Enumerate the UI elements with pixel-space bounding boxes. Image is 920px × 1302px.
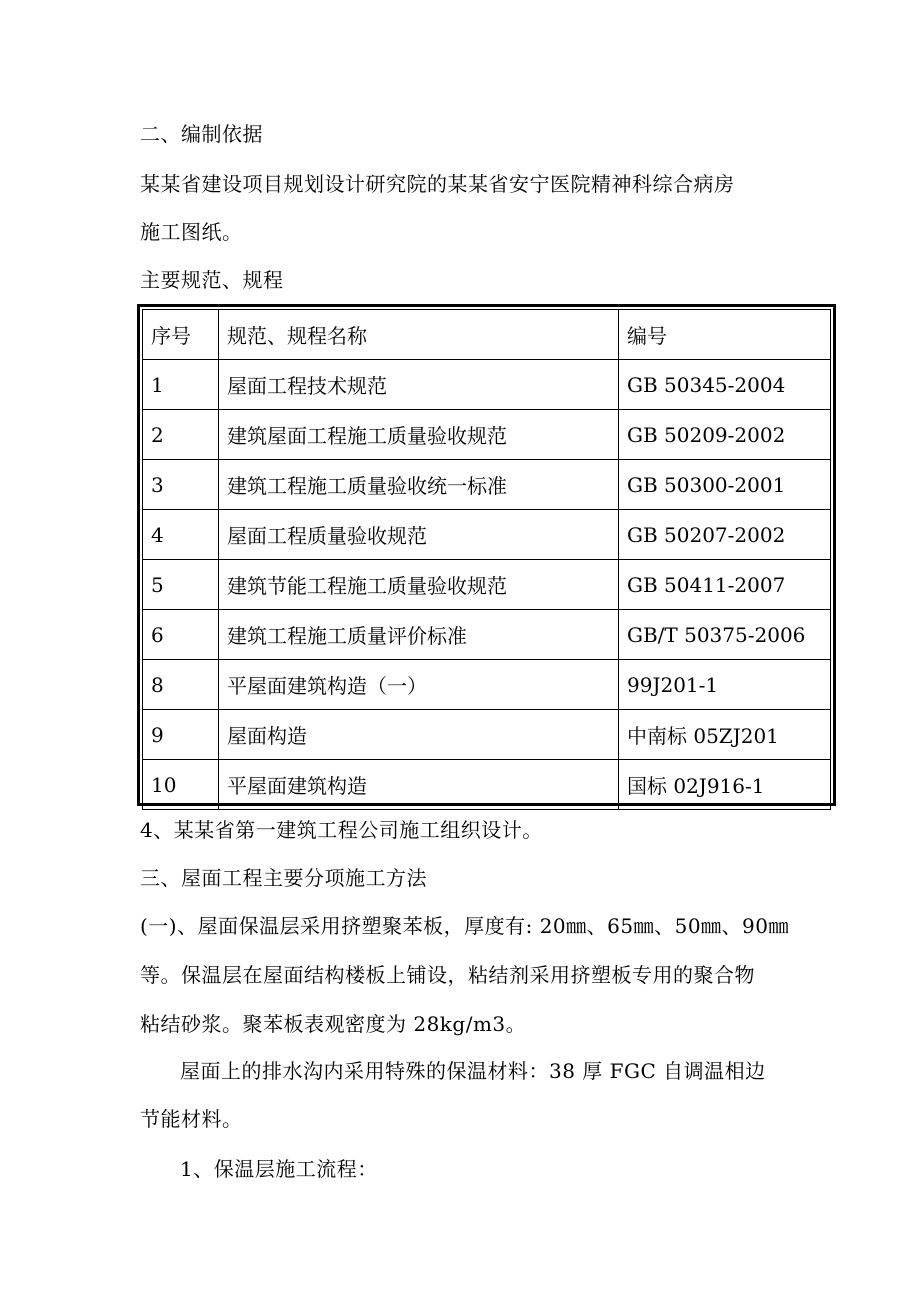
item-4-line: 4、某某省第一建筑工程公司施工组织设计。 [140, 818, 543, 842]
table-row [143, 660, 831, 710]
row-index: 3 [143, 460, 219, 510]
header-cell-name: 规范、规程名称 [219, 310, 619, 360]
row-standard-code: GB 50207-2002 [619, 510, 831, 560]
basis-paragraph-line-2: 施工图纸。 [140, 220, 243, 244]
row-standard-name: 屋面构造 [219, 710, 619, 760]
basis-paragraph-line-1: 某某省建设项目规划设计研究院的某某省安宁医院精神科综合病房 [140, 172, 735, 196]
row-index: 2 [143, 410, 219, 460]
process-heading: 1、保温层施工流程： [180, 1157, 378, 1181]
row-standard-name: 屋面工程质量验收规范 [219, 510, 619, 560]
row-standard-code: 国标 02J916-1 [619, 760, 831, 810]
row-standard-code: 中南标 05ZJ201 [619, 710, 831, 760]
row-standard-code: GB 50411-2007 [619, 560, 831, 610]
standards-heading: 主要规范、规程 [140, 268, 284, 292]
table-row [143, 360, 831, 410]
table-row [143, 710, 831, 760]
row-standard-name: 屋面工程技术规范 [219, 360, 619, 410]
row-standard-name: 建筑屋面工程施工质量验收规范 [219, 410, 619, 460]
row-standard-code: 99J201-1 [619, 660, 831, 710]
table-row [143, 560, 831, 610]
row-standard-code: GB 50345-2004 [619, 360, 831, 410]
row-index: 8 [143, 660, 219, 710]
row-standard-name: 建筑节能工程施工质量验收规范 [219, 560, 619, 610]
section-heading-methods: 三、屋面工程主要分项施工方法 [140, 866, 427, 890]
row-index: 5 [143, 560, 219, 610]
row-standard-name: 建筑工程施工质量评价标准 [219, 610, 619, 660]
row-standard-name: 建筑工程施工质量验收统一标准 [219, 460, 619, 510]
drainage-paragraph-line-2: 节能材料。 [140, 1107, 243, 1131]
row-index: 6 [143, 610, 219, 660]
insulation-paragraph-line-2: 等。保温层在屋面结构楼板上铺设，粘结剂采用挤塑板专用的聚合物 [140, 963, 755, 987]
header-cell-index: 序号 [143, 310, 219, 360]
row-index: 1 [143, 360, 219, 410]
row-index: 4 [143, 510, 219, 560]
table-row [143, 610, 831, 660]
table-row [143, 460, 831, 510]
drainage-paragraph-line-1: 屋面上的排水沟内采用特殊的保温材料：38 厚 FGC 自调温相边 [180, 1059, 766, 1083]
table-header-row [143, 310, 831, 360]
table-row [143, 510, 831, 560]
row-index: 10 [143, 760, 219, 810]
row-standard-name: 平屋面建筑构造（一） [219, 660, 619, 710]
table-row [143, 410, 831, 460]
section-heading-basis: 二、编制依据 [140, 122, 263, 146]
row-standard-name: 平屋面建筑构造 [219, 760, 619, 810]
row-standard-code: GB/T 50375-2006 [619, 610, 831, 660]
row-index: 9 [143, 710, 219, 760]
standards-table [137, 304, 836, 806]
header-cell-code: 编号 [619, 310, 831, 360]
row-standard-code: GB 50209-2002 [619, 410, 831, 460]
insulation-paragraph-line-3: 粘结砂浆。聚苯板表观密度为 28kg/m3。 [140, 1012, 527, 1036]
insulation-paragraph-line-1: (一)、屋面保温层采用挤塑聚苯板，厚度有: 20㎜、65㎜、50㎜、90㎜ [140, 914, 789, 938]
row-standard-code: GB 50300-2001 [619, 460, 831, 510]
table-row [143, 760, 831, 810]
